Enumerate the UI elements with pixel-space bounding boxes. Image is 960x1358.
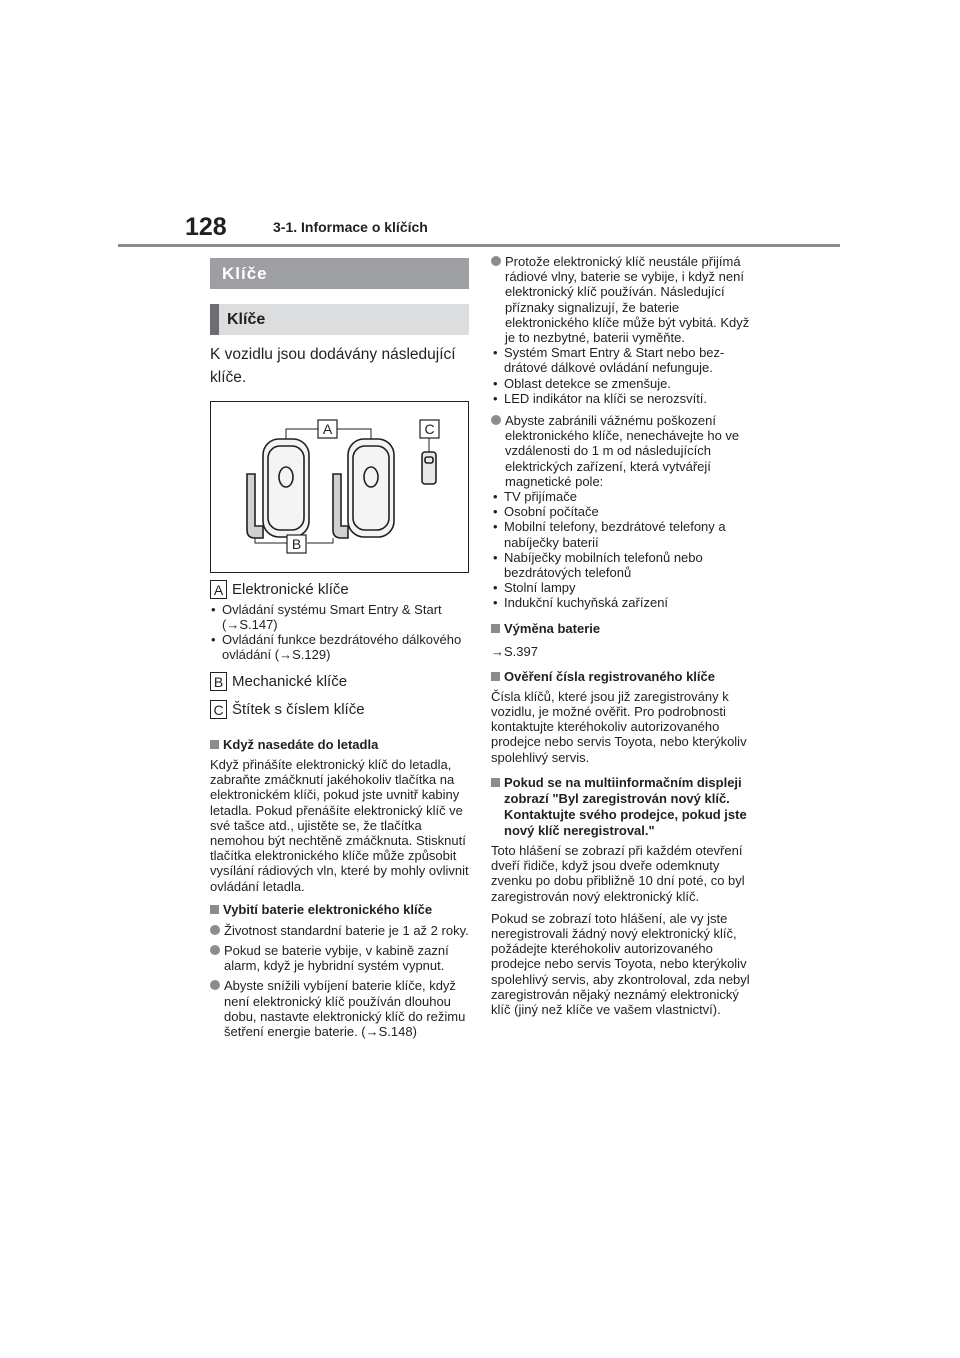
callout-a-label: A [322, 421, 333, 437]
circle-bullet-icon [210, 945, 220, 955]
square-bullet-icon [210, 905, 219, 914]
item-c-row [210, 700, 469, 719]
list-item: Abyste zabránili vážnému poškození elektronického klíče, nenechávejte ho ve vzdálenosti do 1 m od následujících elektrických zařízení, která vytvářejí magnetické pole: [491, 413, 753, 489]
square-bullet-icon [210, 740, 219, 749]
note-airplane-text: Když přinášíte elektronický klíč do letadla, zabraňte zmáčknutí jakéhokoliv tlačítka na elektronickém klíči, pokud jste uvnitř kabiny letadla. Pokud přenášíte elektronický klíč ve své tašce atd., ujistěte se, že tlačítka nemohou být nechtěně zmáčknuta. Stisknutí tlačítka elektronického klíče může způsobit vysílání rádiových vln, které by mohly ovlivnit ovládání letadla. [210, 757, 469, 894]
battery-symptoms-list [491, 345, 753, 406]
circle-bullet-icon [210, 980, 220, 990]
list-item: Pokud se baterie vybije, v kabině zazní alarm, když je hybridní systém vypnut. [210, 943, 469, 973]
callout-c-label: C [424, 421, 435, 437]
left-column [210, 258, 469, 1039]
item-b-row [210, 672, 469, 691]
header-rule [118, 244, 840, 247]
topic-band: Klíče [210, 304, 469, 335]
item-c-label: Štítek s číslem klíče [232, 701, 365, 718]
item-b-label: Mechanické klíče [232, 673, 348, 690]
note-battery-replace-title: Výměna baterie [491, 621, 753, 637]
note-key-check-text: Čísla klíčů, které jsou již zaregistrovány k vozidlu, je možné ověřit. Pro podrobnosti kontaktujte kteréhokoliv autorizovaného prodejce nebo servis Toyota, nebo kterýkoliv spolehlivý servis. [491, 688, 747, 765]
square-bullet-icon [491, 672, 500, 681]
chapter-band: Klíče [210, 258, 469, 289]
section-title: 3-1. Informace o klíčích [273, 219, 428, 235]
note-key-check-title: Ověření čísla registrovaného klíče [491, 669, 753, 685]
list-item: • Oblast detekce se zmenšuje. [491, 376, 753, 391]
note-battery-title: Vybití baterie elektronického klíče [210, 902, 469, 918]
list-item: Životnost standardní baterie je 1 až 2 roky. [210, 923, 469, 938]
circle-bullet-icon [210, 925, 220, 935]
electronic-key-left-icon [247, 439, 309, 538]
page-number: 128 [185, 213, 227, 241]
letter-c-box: C [210, 700, 227, 719]
note-airplane-title: Když nasedáte do letadla [210, 737, 469, 753]
list-item: • Systém Smart Entry & Start nebo bezdrátové dálkové ovládání nefunguje. [491, 345, 753, 375]
item-a-label: Elektronické klíče [232, 581, 349, 598]
square-bullet-icon [491, 778, 500, 787]
list-item: • Indukční kuchyňská zařízení [491, 595, 753, 610]
magnetic-devices-list [491, 489, 753, 611]
circle-bullet-icon [491, 256, 501, 266]
square-bullet-icon [491, 624, 500, 633]
key-number-tag-icon [422, 452, 436, 484]
callout-b-label: B [291, 536, 302, 552]
list-item: Protože elektronický klíč neustále přijímá rádiové vlny, baterie se vybije, i když není elektronický klíč používán. Následující příznaky signalizují, že baterie elektronického klíče může být vybitá. Když je to nezbytné, baterii vyměňte. [491, 254, 753, 345]
list-item: • Nabíječky mobilních telefonů nebo bezdrátových telefonů [491, 550, 753, 580]
list-item: Abyste snížili vybíjení baterie klíče, když není elektronický klíč používán dlouhou dobu, nastavte elektronický klíč do režimu šetření energie baterie. (→S.148) [210, 978, 469, 1039]
list-item: • Mobilní telefony, bezdrátové telefony a nabíječky baterií [491, 519, 753, 549]
list-item: • Ovládání funkce bezdrátového dálkového ovládání (→S.129) [210, 632, 469, 662]
item-a-bullets [210, 602, 469, 662]
list-item: • Ovládání systému Smart Entry & Start (→S.147) [210, 602, 469, 632]
right-column [491, 254, 753, 1017]
keys-figure [210, 401, 469, 573]
note-battery-replace-ref: →S.397 [491, 643, 538, 659]
keys-illustration [211, 402, 468, 572]
letter-b-box: B [210, 672, 227, 691]
letter-a-box: A [210, 580, 227, 599]
electronic-key-right-icon [333, 439, 394, 538]
list-item: • TV přijímače [491, 489, 753, 504]
list-item: • Stolní lampy [491, 580, 753, 595]
intro-text: K vozidlu jsou dodávány následující klíče. [210, 346, 456, 386]
list-item: • Osobní počítače [491, 504, 753, 519]
item-a-row [210, 580, 469, 599]
note-new-key-text-1: Toto hlášení se zobrazí při každém otevření dveří řidiče, když jsou dveře odemknuty zvenku po dobu přibližně 10 dní poté, co byl zaregistrován nový elektronický klíč. [491, 842, 745, 904]
list-item: • LED indikátor na klíči se nerozsvítí. [491, 391, 753, 406]
note-new-key-title: Pokud se na multiinformačním displeji zobrazí "Byl zaregistrován nový klíč. Kontaktujte svého prodejce, pokud jste nový klíč neregistroval." [491, 775, 753, 839]
circle-bullet-icon [491, 415, 501, 425]
note-new-key-text-2: Pokud se zobrazí toto hlášení, ale vy jste neregistrovali žádný nový elektronický klíč, požádejte kteréhokoliv autorizovaného prodejce nebo servis Toyota, nebo kterýkoliv spolehlivý servis, aby zkontroloval, zda nebyl zaregistrován nějaký neznámý elektronický klíč (jiný než klíče ve vašem vlastnictví). [491, 910, 750, 1017]
